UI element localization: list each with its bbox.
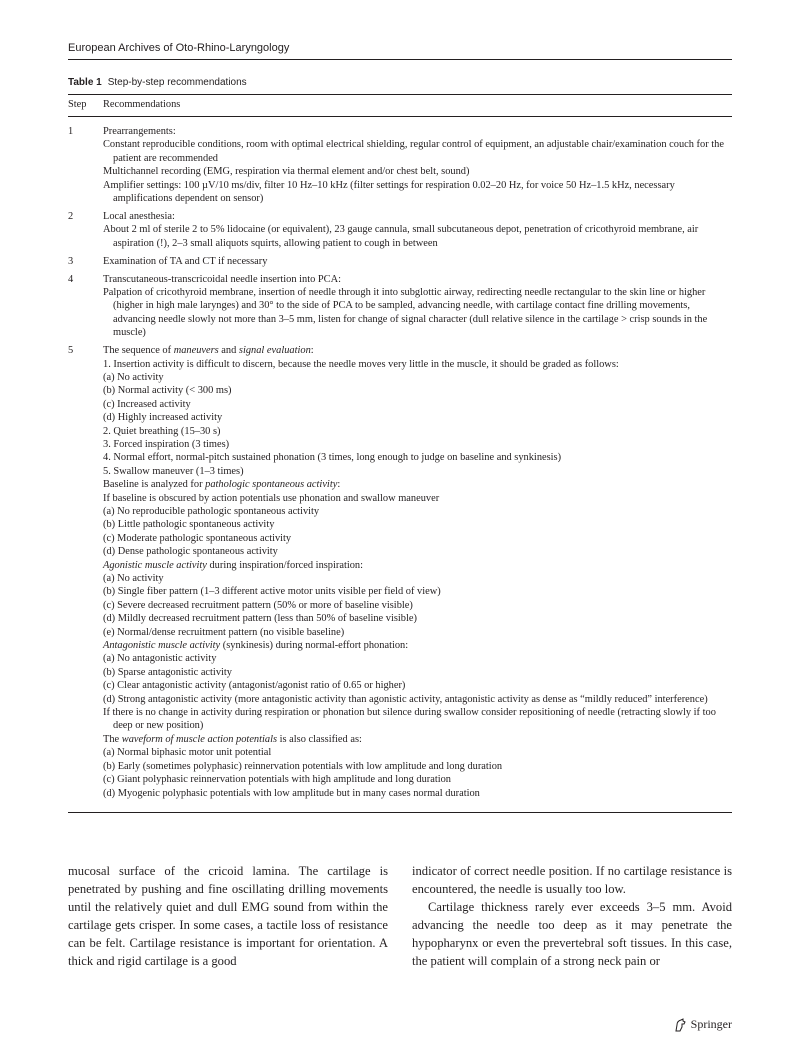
table-row <box>68 125 732 205</box>
text-segment: during inspiration/forced inspiration: <box>206 559 364 571</box>
text-segment: 3. Forced inspiration (3 times) <box>103 438 230 450</box>
table-body <box>68 125 732 804</box>
step-number: 5 <box>68 345 74 357</box>
step-recommendations <box>103 125 732 205</box>
text-segment: (b) Little pathologic spontaneous activity <box>103 519 275 531</box>
step-recommendations <box>103 255 732 268</box>
recommendation-line <box>103 371 732 384</box>
text-segment: 2. Quiet breathing (15–30 s) <box>103 425 221 437</box>
text-segment: Palpation of cricothyroid membrane, insertion of needle through it into subglottic airway, redirecting needle rectangular to the skin line or higher (higher in high male larynges) and 30° to the side of PCA to be sampled, advancing needle, with cartilage contact fine drilling movements, advancing needle slowly not more than 3–5 mm, listen for change of signal character (dull relative silence in the cartilage > crisp sounds in the muscle) <box>103 286 708 339</box>
recommendation-line <box>103 384 732 397</box>
step-recommendations <box>103 344 732 800</box>
italic-term: waveform of muscle action potentials <box>121 733 278 745</box>
recommendation-line <box>103 125 732 138</box>
text-segment: 5. Swallow maneuver (1–3 times) <box>103 465 244 477</box>
recommendation-line <box>103 760 732 773</box>
recommendation-line <box>103 599 732 612</box>
text-segment: : <box>337 479 341 491</box>
table-label: Table 1 <box>68 77 102 88</box>
text-segment: Transcutaneous-transcricoidal needle insertion into PCA: <box>103 273 341 285</box>
text-segment: (c) Severe decreased recruitment pattern (50% or more of baseline visible) <box>103 599 413 611</box>
body-paragraph: indicator of correct needle position. If no cartilage resistance is encountered, the needle is usually too low. <box>412 864 732 896</box>
recommendation-line <box>103 505 732 518</box>
step-recommendations <box>103 210 732 250</box>
text-segment: The <box>103 733 122 745</box>
text-segment: (b) Sparse antagonistic activity <box>103 666 232 678</box>
table-row <box>68 210 732 250</box>
recommendation-line <box>103 179 732 206</box>
recommendation-line <box>103 411 732 424</box>
recommendation-line <box>103 358 732 371</box>
table-header-rule <box>68 116 732 117</box>
recommendation-line <box>103 585 732 598</box>
text-segment: Amplifier settings: 100 µV/10 ms/div, filter 10 Hz–10 kHz (filter settings for respiration 0.02–20 Hz, for voice 50 Hz–1.5 kHz, necessary amplifications dependent on sensor) <box>103 179 675 205</box>
recommendation-line <box>103 787 732 800</box>
text-segment: Local anesthesia: <box>103 210 175 222</box>
body-column-left <box>68 862 388 970</box>
recommendation-line <box>103 679 732 692</box>
recommendation-line <box>103 626 732 639</box>
text-segment: Multichannel recording (EMG, respiration via thermal element and/or chest belt, sound) <box>103 166 470 178</box>
publisher-name: Springer <box>690 1017 732 1031</box>
text-segment: About 2 ml of sterile 2 to 5% lidocaine (or equivalent), 23 gauge cannula, small subcutaneous depot, penetration of cricothyroid membrane, air aspiration (!), 2–3 small aliquots squirts, allowing patient to cough in between <box>103 224 699 249</box>
recommendation-line <box>103 773 732 786</box>
recommendation-line <box>103 612 732 625</box>
step-number: 2 <box>68 210 74 222</box>
text-segment: If baseline is obscured by action potentials use phonation and swallow maneuver <box>103 492 440 504</box>
recommendation-line <box>103 693 732 706</box>
column-header-step: Step <box>68 99 87 110</box>
recommendation-line <box>103 210 732 223</box>
recommendation-line <box>103 398 732 411</box>
column-header-recommendations: Recommendations <box>103 99 181 110</box>
text-segment: (a) Normal biphasic motor unit potential <box>103 747 272 759</box>
publisher-footer <box>673 1017 732 1032</box>
recommendation-line <box>103 451 732 464</box>
text-segment: (d) Myogenic polyphasic potentials with low amplitude but in many cases normal duration <box>103 787 480 799</box>
text-segment: : <box>310 345 314 357</box>
text-segment: Baseline is analyzed for <box>103 479 206 491</box>
text-segment: 1. Insertion activity is difficult to discern, because the needle moves very little in the muscle, it should be graded as follows: <box>103 358 619 370</box>
recommendation-line <box>103 532 732 545</box>
recommendation-line <box>103 223 732 250</box>
text-segment: and <box>218 345 239 357</box>
text-segment: (c) Increased activity <box>103 398 191 410</box>
text-segment: 4. Normal effort, normal-pitch sustained phonation (3 times, long enough to judge on baseline and synkinesis) <box>103 452 562 464</box>
text-segment: (b) Single fiber pattern (1–3 different active motor units visible per field of view) <box>103 586 441 598</box>
header-rule <box>68 59 732 60</box>
italic-term: Agonistic muscle activity <box>103 559 207 571</box>
table-row <box>68 273 732 340</box>
recommendation-line <box>103 273 732 286</box>
recommendation-line <box>103 438 732 451</box>
table-rule-bottom <box>68 812 732 813</box>
body-paragraph: mucosal surface of the cricoid lamina. The cartilage is penetrated by pushing and fine oscillating drilling movements until the relatively quiet and dull EMG sound from within the cartilage gets crisper. In some cases, a tactile loss of resistance can be felt. Cartilage resistance is important for orientation. A thick and rigid cartilage is a good <box>68 864 388 968</box>
step-number: 1 <box>68 126 74 137</box>
recommendation-line <box>103 465 732 478</box>
recommendation-line <box>103 478 732 491</box>
text-segment: Constant reproducible conditions, room with optimal electrical shielding, regular control of equipment, an adjustable chair/examination couch for the patient are recommended <box>103 139 724 164</box>
table-row <box>68 344 732 800</box>
text-segment: (d) Dense pathologic spontaneous activity <box>103 546 278 558</box>
body-paragraph: Cartilage thickness rarely ever exceeds 3–5 mm. Avoid advancing the needle too deep as it may penetrate the hypopharynx or even the prevertebral soft tissues. In this case, the patient will complain of a strong neck pain or <box>412 900 732 968</box>
text-segment: (d) Mildly decreased recruitment pattern (less than 50% of baseline visible) <box>103 613 417 625</box>
italic-term: signal evaluation <box>238 345 311 357</box>
text-segment: (a) No activity <box>103 573 164 584</box>
text-segment: (d) Strong antagonistic activity (more antagonistic activity than agonistic activity, antagonistic activity as dense as “mildly reduced” interference) <box>103 693 708 705</box>
text-segment: (synkinesis) during normal-effort phonation: <box>220 640 409 652</box>
table-title: Step-by-step recommendations <box>107 77 247 88</box>
text-segment: (c) Giant polyphasic reinnervation potentials with high amplitude and long duration <box>103 774 452 786</box>
text-segment: The sequence of <box>103 345 174 357</box>
recommendation-line <box>103 492 732 505</box>
recommendation-line <box>103 255 732 268</box>
recommendation-line <box>103 518 732 531</box>
text-segment: Prearrangements: <box>103 126 176 137</box>
text-segment: is also classified as: <box>277 733 362 745</box>
italic-term: pathologic spontaneous activity <box>205 479 338 491</box>
journal-title: European Archives of Oto-Rhino-Laryngology <box>68 42 290 54</box>
step-number: 4 <box>68 273 74 285</box>
recommendation-line <box>103 344 732 357</box>
recommendation-line <box>103 733 732 746</box>
step-recommendations <box>103 273 732 340</box>
italic-term: maneuvers <box>173 345 219 357</box>
table-row <box>68 255 732 268</box>
italic-term: Antagonistic muscle activity <box>103 640 221 652</box>
text-segment: (c) Clear antagonistic activity (antagonist/agonist ratio of 0.65 or higher) <box>103 680 406 692</box>
table-rule-top <box>68 94 732 95</box>
recommendation-line <box>103 559 732 572</box>
recommendation-line <box>103 666 732 679</box>
recommendation-line <box>103 425 732 438</box>
recommendation-line <box>103 746 732 759</box>
recommendation-line <box>103 138 732 165</box>
recommendation-line <box>103 572 732 585</box>
text-segment: (d) Highly increased activity <box>103 412 223 424</box>
recommendation-line <box>103 165 732 178</box>
recommendation-line <box>103 706 732 733</box>
text-segment: (b) Normal activity (< 300 ms) <box>103 385 232 397</box>
step-number: 3 <box>68 255 74 267</box>
text-segment: (a) No reproducible pathologic spontaneous activity <box>103 505 320 517</box>
text-segment: (b) Early (sometimes polyphasic) reinnervation potentials with low amplitude and long duration <box>103 760 503 772</box>
text-segment: If there is no change in activity during respiration or phonation but silence during swallow consider repositioning of needle (retracting slowly if too deep or new position) <box>103 707 716 732</box>
body-column-right <box>412 862 732 970</box>
recommendation-line <box>103 639 732 652</box>
text-segment: (a) No activity <box>103 371 164 383</box>
table-caption <box>68 77 247 88</box>
text-segment: Examination of TA and CT if necessary <box>103 255 268 267</box>
text-segment: (a) No antagonistic activity <box>103 653 217 665</box>
recommendation-line <box>103 545 732 558</box>
springer-horse-icon <box>673 1018 687 1032</box>
text-segment: (c) Moderate pathologic spontaneous activity <box>103 532 292 544</box>
recommendation-line <box>103 286 732 340</box>
recommendation-line <box>103 652 732 665</box>
text-segment: (e) Normal/dense recruitment pattern (no visible baseline) <box>103 626 345 638</box>
